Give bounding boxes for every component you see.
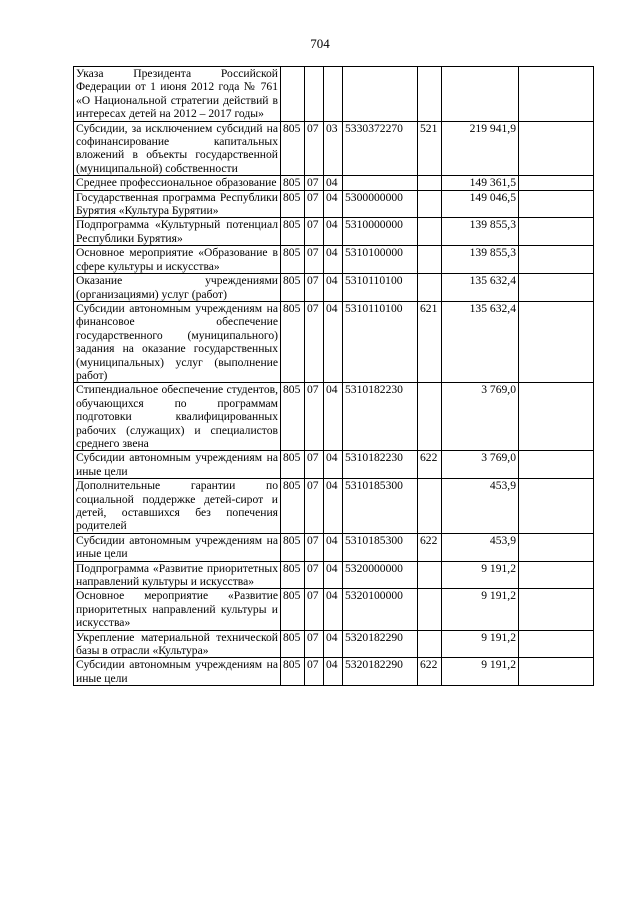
row-expense-type xyxy=(418,383,442,451)
row-expense-type xyxy=(418,274,442,302)
row-section-code: 07 xyxy=(305,589,324,630)
row-subsection-code: 04 xyxy=(324,561,343,589)
row-section-code: 07 xyxy=(305,383,324,451)
row-expense-type xyxy=(418,561,442,589)
row-empty-cell xyxy=(519,533,594,561)
row-empty-cell xyxy=(519,561,594,589)
row-amount: 149 361,5 xyxy=(442,176,519,190)
row-name: Подпрограмма «Развитие приоритетных направлений культуры и искусства» xyxy=(74,561,281,589)
table-row xyxy=(74,383,594,451)
row-amount: 9 191,2 xyxy=(442,589,519,630)
row-subsection-code: 04 xyxy=(324,176,343,190)
row-expense-type xyxy=(418,589,442,630)
row-target-article: 5310110100 xyxy=(343,274,418,302)
row-ministry-code: 805 xyxy=(281,121,305,176)
row-amount: 453,9 xyxy=(442,533,519,561)
row-target-article: 5310110100 xyxy=(343,301,418,382)
row-amount: 9 191,2 xyxy=(442,561,519,589)
row-subsection-code: 04 xyxy=(324,658,343,686)
row-subsection-code: 04 xyxy=(324,246,343,274)
row-target-article: 5330372270 xyxy=(343,121,418,176)
row-subsection-code: 04 xyxy=(324,479,343,534)
row-ministry-code: 805 xyxy=(281,533,305,561)
table-row xyxy=(74,218,594,246)
row-target-article: 5310185300 xyxy=(343,533,418,561)
row-name: Указа Президента Российской Федерации от 1 июня 2012 года № 761 «О Национальной стратегии действий в интересах детей на 2012 – 2017 годы» xyxy=(74,67,281,122)
row-ministry-code: 805 xyxy=(281,630,305,658)
row-expense-type xyxy=(418,630,442,658)
row-subsection-code: 04 xyxy=(324,274,343,302)
row-amount: 9 191,2 xyxy=(442,658,519,686)
table-row xyxy=(74,630,594,658)
table-row xyxy=(74,246,594,274)
row-subsection-code: 04 xyxy=(324,630,343,658)
row-subsection-code xyxy=(324,67,343,122)
row-empty-cell xyxy=(519,274,594,302)
table-row xyxy=(74,561,594,589)
row-amount xyxy=(442,67,519,122)
row-ministry-code: 805 xyxy=(281,479,305,534)
row-name: Основное мероприятие «Развитие приоритетных направлений культуры и искусства» xyxy=(74,589,281,630)
row-expense-type: 621 xyxy=(418,301,442,382)
row-name: Субсидии автономным учреждениям на иные цели xyxy=(74,658,281,686)
row-expense-type xyxy=(418,190,442,218)
row-section-code: 07 xyxy=(305,533,324,561)
row-target-article: 5320100000 xyxy=(343,589,418,630)
row-section-code: 07 xyxy=(305,218,324,246)
row-target-article: 5310000000 xyxy=(343,218,418,246)
row-section-code: 07 xyxy=(305,176,324,190)
row-subsection-code: 03 xyxy=(324,121,343,176)
page-number: 704 xyxy=(310,36,330,51)
row-name: Субсидии автономным учреждениям на иные цели xyxy=(74,533,281,561)
row-amount: 219 941,9 xyxy=(442,121,519,176)
row-ministry-code xyxy=(281,67,305,122)
row-section-code: 07 xyxy=(305,301,324,382)
row-section-code xyxy=(305,67,324,122)
row-section-code: 07 xyxy=(305,274,324,302)
row-amount: 139 855,3 xyxy=(442,218,519,246)
row-empty-cell xyxy=(519,176,594,190)
table-row xyxy=(74,274,594,302)
row-expense-type xyxy=(418,479,442,534)
row-target-article: 5310182230 xyxy=(343,383,418,451)
row-amount: 3 769,0 xyxy=(442,383,519,451)
row-subsection-code: 04 xyxy=(324,589,343,630)
row-name: Основное мероприятие «Образование в сфере культуры и искусства» xyxy=(74,246,281,274)
row-ministry-code: 805 xyxy=(281,561,305,589)
row-ministry-code: 805 xyxy=(281,383,305,451)
row-amount: 139 855,3 xyxy=(442,246,519,274)
row-section-code: 07 xyxy=(305,451,324,479)
row-section-code: 07 xyxy=(305,246,324,274)
table-row xyxy=(74,121,594,176)
row-expense-type xyxy=(418,246,442,274)
row-target-article: 5320182290 xyxy=(343,658,418,686)
row-ministry-code: 805 xyxy=(281,589,305,630)
budget-table-body xyxy=(74,67,594,686)
row-name: Субсидии автономным учреждениям на финансовое обеспечение государственного (муниципального) задания на оказание государственных (муниципальных) услуг (выполнение работ) xyxy=(74,301,281,382)
row-section-code: 07 xyxy=(305,630,324,658)
row-subsection-code: 04 xyxy=(324,451,343,479)
row-expense-type: 622 xyxy=(418,451,442,479)
table-row xyxy=(74,451,594,479)
row-ministry-code: 805 xyxy=(281,176,305,190)
row-name: Стипендиальное обеспечение студентов, обучающихся по программам подготовки квалифицированных рабочих (служащих) и специалистов среднего звена xyxy=(74,383,281,451)
row-empty-cell xyxy=(519,246,594,274)
row-name: Укрепление материальной технической базы в отрасли «Культура» xyxy=(74,630,281,658)
row-section-code: 07 xyxy=(305,658,324,686)
table-row xyxy=(74,190,594,218)
table-row xyxy=(74,533,594,561)
row-empty-cell xyxy=(519,589,594,630)
row-subsection-code: 04 xyxy=(324,218,343,246)
row-empty-cell xyxy=(519,451,594,479)
row-amount: 149 046,5 xyxy=(442,190,519,218)
budget-table xyxy=(73,66,594,686)
row-empty-cell xyxy=(519,121,594,176)
row-ministry-code: 805 xyxy=(281,246,305,274)
row-empty-cell xyxy=(519,479,594,534)
row-target-article: 5320000000 xyxy=(343,561,418,589)
row-name: Оказание учреждениями (организациями) услуг (работ) xyxy=(74,274,281,302)
table-row xyxy=(74,301,594,382)
row-name: Субсидии, за исключением субсидий на софинансирование капитальных вложений в объекты государственной (муниципальной) собственности xyxy=(74,121,281,176)
row-name: Дополнительные гарантии по социальной поддержке детей-сирот и детей, оставшихся без попечения родителей xyxy=(74,479,281,534)
row-target-article xyxy=(343,67,418,122)
row-amount: 9 191,2 xyxy=(442,630,519,658)
row-section-code: 07 xyxy=(305,121,324,176)
table-row xyxy=(74,176,594,190)
row-empty-cell xyxy=(519,67,594,122)
row-ministry-code: 805 xyxy=(281,451,305,479)
row-subsection-code: 04 xyxy=(324,190,343,218)
row-ministry-code: 805 xyxy=(281,274,305,302)
table-row xyxy=(74,589,594,630)
row-target-article xyxy=(343,176,418,190)
row-name: Государственная программа Республики Бурятия «Культура Бурятии» xyxy=(74,190,281,218)
row-name: Подпрограмма «Культурный потенциал Республики Бурятия» xyxy=(74,218,281,246)
row-subsection-code: 04 xyxy=(324,383,343,451)
row-empty-cell xyxy=(519,383,594,451)
row-ministry-code: 805 xyxy=(281,301,305,382)
row-target-article: 5310182230 xyxy=(343,451,418,479)
row-amount: 135 632,4 xyxy=(442,301,519,382)
row-empty-cell xyxy=(519,190,594,218)
row-amount: 3 769,0 xyxy=(442,451,519,479)
table-row xyxy=(74,67,594,122)
row-amount: 453,9 xyxy=(442,479,519,534)
row-section-code: 07 xyxy=(305,479,324,534)
table-row xyxy=(74,479,594,534)
row-ministry-code: 805 xyxy=(281,190,305,218)
row-ministry-code: 805 xyxy=(281,218,305,246)
row-empty-cell xyxy=(519,301,594,382)
row-expense-type xyxy=(418,218,442,246)
row-empty-cell xyxy=(519,658,594,686)
row-expense-type xyxy=(418,67,442,122)
row-name: Субсидии автономным учреждениям на иные цели xyxy=(74,451,281,479)
row-ministry-code: 805 xyxy=(281,658,305,686)
row-expense-type: 622 xyxy=(418,533,442,561)
row-section-code: 07 xyxy=(305,190,324,218)
row-section-code: 07 xyxy=(305,561,324,589)
row-subsection-code: 04 xyxy=(324,533,343,561)
row-empty-cell xyxy=(519,630,594,658)
row-expense-type xyxy=(418,176,442,190)
row-expense-type: 622 xyxy=(418,658,442,686)
table-row xyxy=(74,658,594,686)
row-name: Среднее профессиональное образование xyxy=(74,176,281,190)
row-target-article: 5300000000 xyxy=(343,190,418,218)
row-target-article: 5320182290 xyxy=(343,630,418,658)
row-amount: 135 632,4 xyxy=(442,274,519,302)
row-target-article: 5310100000 xyxy=(343,246,418,274)
row-target-article: 5310185300 xyxy=(343,479,418,534)
row-empty-cell xyxy=(519,218,594,246)
row-subsection-code: 04 xyxy=(324,301,343,382)
row-expense-type: 521 xyxy=(418,121,442,176)
